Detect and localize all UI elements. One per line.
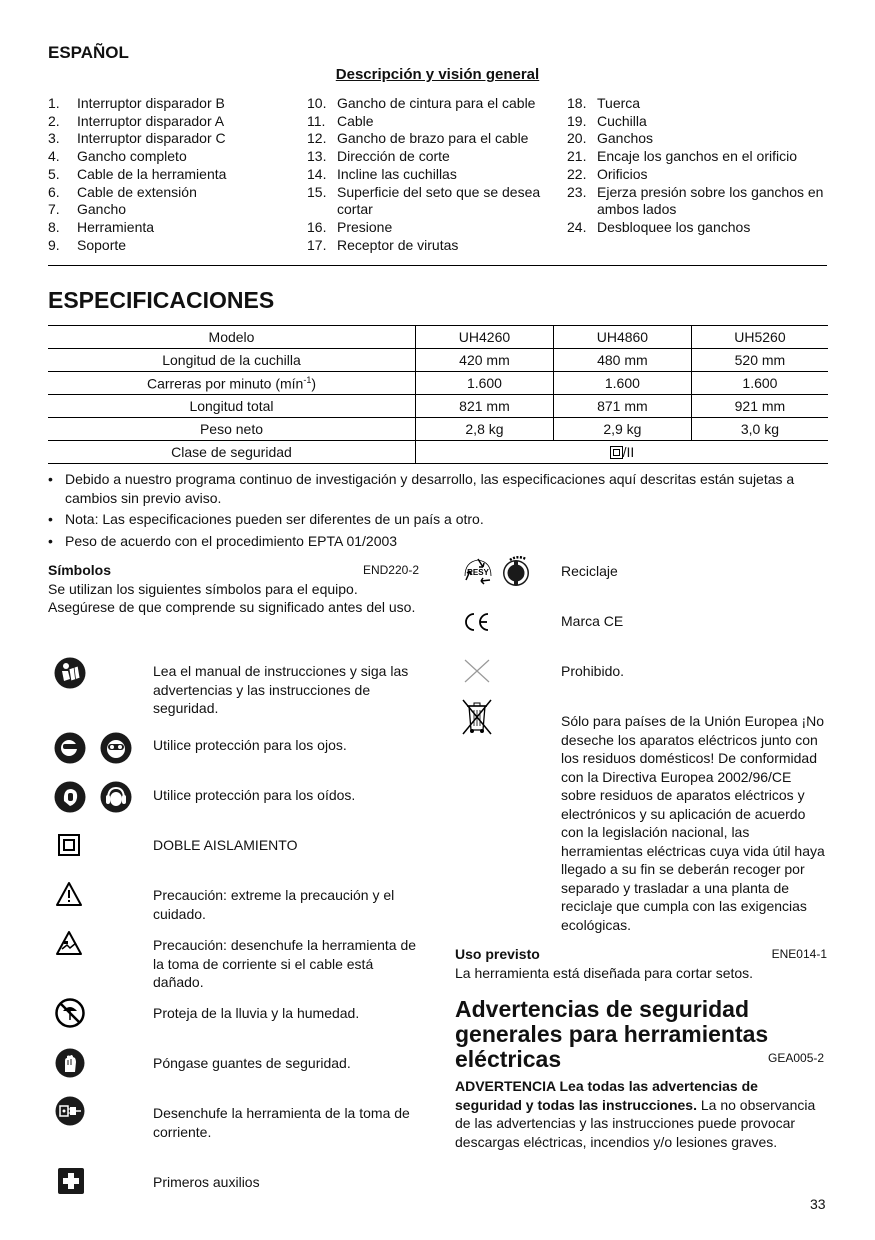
list-item xyxy=(48,219,293,237)
list-item xyxy=(307,95,557,113)
symbols-intro: Se utilizan los siguientes símbolos para el equipo. Asegúrese de que comprende su significado antes del uso. xyxy=(48,580,416,615)
list-item-number: 14. xyxy=(307,165,327,182)
unplug-damaged-cord-text: Precaución: desenchufe la herramienta de la toma de corriente si el cable está dañado. xyxy=(153,937,417,990)
list-item-number: 4. xyxy=(48,148,60,165)
safety-warnings-title: Advertencias de seguridad generales para herramientas eléctricas xyxy=(455,996,769,1072)
list-item xyxy=(307,184,557,219)
row-label: Carreras por minuto (mín$^{-1}$) xyxy=(48,372,416,395)
hearing-protection-icon xyxy=(54,781,86,813)
row-label: Clase de seguridad xyxy=(48,441,416,464)
list-item-number: 3. xyxy=(48,130,60,147)
unplug-damaged-cord-icon xyxy=(55,930,83,956)
list-item xyxy=(567,166,827,184)
list-item-label: Ejerza presión sobre los ganchos en ambos lados xyxy=(597,183,824,218)
list-item-label: Cable de extensión xyxy=(77,183,197,200)
row-label: Peso neto xyxy=(48,418,416,441)
value-cell: 2,8 kg xyxy=(416,418,554,441)
list-item-label: Gancho de cintura para el cable xyxy=(337,95,536,111)
value-cell: 3,0 kg xyxy=(691,418,828,441)
list-item xyxy=(567,95,827,113)
table-row xyxy=(48,441,828,464)
list-item-label: Tuerca xyxy=(597,95,641,111)
double-insulation-icon xyxy=(58,834,80,856)
symbols-title: Símbolos xyxy=(48,562,112,578)
list-item-label: Cable xyxy=(337,112,374,129)
list-item xyxy=(307,148,557,166)
parts-list-col2 xyxy=(307,95,557,254)
value-cell: 871 mm xyxy=(553,395,691,418)
language-heading: ESPAÑOL xyxy=(48,43,129,62)
double-insulation-text: DOBLE AISLAMIENTO xyxy=(153,837,298,853)
value-cell: 520 mm xyxy=(691,349,828,372)
divider xyxy=(48,265,827,266)
note-item: • Peso de acuerdo con el procedimiento EPTA 01/2003 xyxy=(48,532,398,549)
list-item-number: 6. xyxy=(48,183,60,200)
list-item-number: 21. xyxy=(567,148,587,165)
list-item-number: 9. xyxy=(48,236,60,253)
list-item xyxy=(48,201,293,219)
value-cell: 420 mm xyxy=(416,349,554,372)
table-row xyxy=(48,418,828,441)
list-item xyxy=(307,113,557,131)
list-item xyxy=(48,148,293,166)
list-item-label: Interruptor disparador A xyxy=(77,112,225,129)
list-item-label: Gancho completo xyxy=(77,148,187,165)
list-item-label: Gancho de brazo para el cable xyxy=(337,130,529,147)
list-item-number: 5. xyxy=(48,165,60,182)
parts-list-col3 xyxy=(567,95,827,237)
intended-use-text: La herramienta está diseñada para cortar setos. xyxy=(455,964,754,981)
recycle-logo-text: RESY xyxy=(467,568,489,577)
prohibited-icon xyxy=(462,657,492,685)
model-cell: UH5260 xyxy=(691,326,828,349)
list-item xyxy=(307,130,557,148)
list-item-label: Desbloquee los ganchos xyxy=(597,218,751,235)
list-item-number: 12. xyxy=(307,130,327,147)
list-item-label: Cable de la herramienta xyxy=(77,165,227,182)
first-aid-icon xyxy=(58,1168,84,1194)
model-cell: UH4860 xyxy=(553,326,691,349)
list-item-number: 18. xyxy=(567,95,587,111)
list-item-number: 1. xyxy=(48,95,60,111)
read-manual-icon xyxy=(54,657,86,689)
safety-warnings-code: GEA005-2 xyxy=(768,1051,825,1065)
earmuffs-icon xyxy=(100,781,132,813)
list-item-label: Receptor de virutas xyxy=(337,236,459,253)
table-row xyxy=(48,395,828,418)
value-cell: 480 mm xyxy=(553,349,691,372)
row-label: Longitud total xyxy=(48,395,416,418)
ce-mark-icon xyxy=(463,612,491,632)
model-cell: UH4260 xyxy=(416,326,554,349)
note-item: • Nota: Las especificaciones pueden ser diferentes de un país a otro. xyxy=(48,511,484,527)
eye-protection-icon xyxy=(54,732,86,764)
parts-list-col1 xyxy=(48,95,293,254)
prohibited-text: Prohibido. xyxy=(561,663,625,679)
value-cell: 1.600 xyxy=(416,372,554,395)
list-item-number: 10. xyxy=(307,95,327,111)
gloves-icon xyxy=(55,1048,85,1078)
list-item xyxy=(307,237,557,255)
list-item xyxy=(48,237,293,255)
goggles-icon xyxy=(100,732,132,764)
list-item xyxy=(48,184,293,202)
list-item-number: 24. xyxy=(567,218,587,235)
row-label: Longitud de la cuchilla xyxy=(48,349,416,372)
specs-heading: ESPECIFICACIONES xyxy=(48,287,275,313)
list-item-label: Orificios xyxy=(597,165,648,182)
model-label: Modelo xyxy=(48,326,416,349)
protect-from-rain-icon xyxy=(55,998,85,1028)
ce-mark-text: Marca CE xyxy=(561,613,624,629)
list-item-label: Ganchos xyxy=(597,130,654,147)
value-cell: 1.600 xyxy=(691,372,828,395)
list-item xyxy=(307,166,557,184)
caution-icon xyxy=(55,881,83,907)
double-insulation-icon xyxy=(610,446,623,459)
list-item xyxy=(48,130,293,148)
unplug-icon xyxy=(55,1096,85,1126)
list-item-number: 7. xyxy=(48,201,60,218)
symbols-code: END220-2 xyxy=(362,563,419,577)
list-item xyxy=(48,166,293,184)
page-number: 33 xyxy=(810,1196,826,1212)
value-cell: 921 mm xyxy=(691,395,828,418)
list-item-label: Interruptor disparador B xyxy=(77,95,225,111)
recycle-text: Reciclaje xyxy=(561,563,618,579)
gloves-text: Póngase guantes de seguridad. xyxy=(153,1055,351,1071)
list-item-number: 16. xyxy=(307,218,327,235)
recycle-icon xyxy=(461,556,495,588)
notes xyxy=(48,470,828,553)
caution-text: Precaución: extreme la precaución y el cuidado. xyxy=(153,887,395,922)
list-item-label: Dirección de corte xyxy=(337,148,450,165)
list-item-label: Incline las cuchillas xyxy=(337,165,457,182)
protect-from-rain-text: Proteja de la lluvia y la humedad. xyxy=(153,1005,360,1021)
list-item-number: 17. xyxy=(307,236,327,253)
list-item xyxy=(48,95,293,113)
weee-bin-icon xyxy=(458,696,496,736)
symbols-header xyxy=(48,561,419,617)
list-item xyxy=(567,184,827,219)
eye-protection-text: Utilice protección para los ojos. xyxy=(153,737,347,753)
list-item-number: 22. xyxy=(567,165,587,182)
unplug-text: Desenchufe la herramienta de la toma de corriente. xyxy=(153,1105,410,1140)
specs-table xyxy=(48,325,828,464)
list-item-label: Interruptor disparador C xyxy=(77,130,226,147)
list-item-label: Encaje los ganchos en el orificio xyxy=(597,148,798,165)
value-cell: 821 mm xyxy=(416,395,554,418)
safety-warnings-text: ADVERTENCIA Lea todas las advertencias de seguridad y todas las instrucciones. La no observancia de las advertencias y las instrucciones puede provocar descargas eléctricas, incendios y/o lesiones graves. xyxy=(455,1078,816,1150)
green-dot-icon xyxy=(500,555,534,589)
intended-use-code: ENE014-1 xyxy=(771,947,827,961)
note-item: • Debido a nuestro programa continuo de investigación y desarrollo, las especificaciones aquí descritas están sujetas a cambios sin previo aviso. xyxy=(48,471,795,506)
list-item xyxy=(567,148,827,166)
safety-class-cell: /II xyxy=(416,441,829,464)
list-item-label: Superficie del seto que se desea cortar xyxy=(337,183,541,218)
list-item-number: 19. xyxy=(567,112,587,129)
list-item xyxy=(307,219,557,237)
table-row xyxy=(48,326,828,349)
list-item xyxy=(567,113,827,131)
list-item-number: 20. xyxy=(567,130,587,147)
list-item-number: 2. xyxy=(48,112,60,129)
overview-title: Descripción y visión general xyxy=(335,66,540,83)
intended-use-title: Uso previsto xyxy=(455,946,540,962)
value-cell: 2,9 kg xyxy=(553,418,691,441)
list-item-label: Presione xyxy=(337,218,393,235)
list-item-label: Soporte xyxy=(77,236,127,253)
list-item-number: 15. xyxy=(307,183,327,200)
list-item-number: 11. xyxy=(307,112,326,129)
list-item xyxy=(567,130,827,148)
weee-text: Sólo para países de la Unión Europea ¡No deseche los aparatos eléctricos junto con los residuos domésticos! De conformidad con la Directiva Europea 2002/96/CE sobre residuos de aparatos eléctricos y electrónicos y su aplicación de acuerdo con la legislación nacional, las herramientas eléctricas cuya vida útil haya llegado a su fin se deberán recoger por separado y trasladar a una planta de reciclaje que cumpla con las exigencias ecológicas. xyxy=(561,713,825,933)
list-item-label: Herramienta xyxy=(77,218,155,235)
read-manual-text: Lea el manual de instrucciones y siga las advertencias y las instrucciones de seguridad. xyxy=(153,663,409,716)
list-item-label: Cuchilla xyxy=(597,112,647,129)
first-aid-text: Primeros auxilios xyxy=(153,1174,260,1190)
table-row xyxy=(48,372,828,395)
value-cell: 1.600 xyxy=(553,372,691,395)
list-item-number: 13. xyxy=(307,148,327,165)
table-row xyxy=(48,349,828,372)
list-item xyxy=(567,219,827,237)
hearing-protection-text: Utilice protección para los oídos. xyxy=(153,787,356,803)
list-item-number: 8. xyxy=(48,218,60,235)
intended-use xyxy=(455,945,827,982)
list-item-label: Gancho xyxy=(77,201,127,218)
list-item-number: 23. xyxy=(567,183,587,200)
list-item xyxy=(48,113,293,131)
